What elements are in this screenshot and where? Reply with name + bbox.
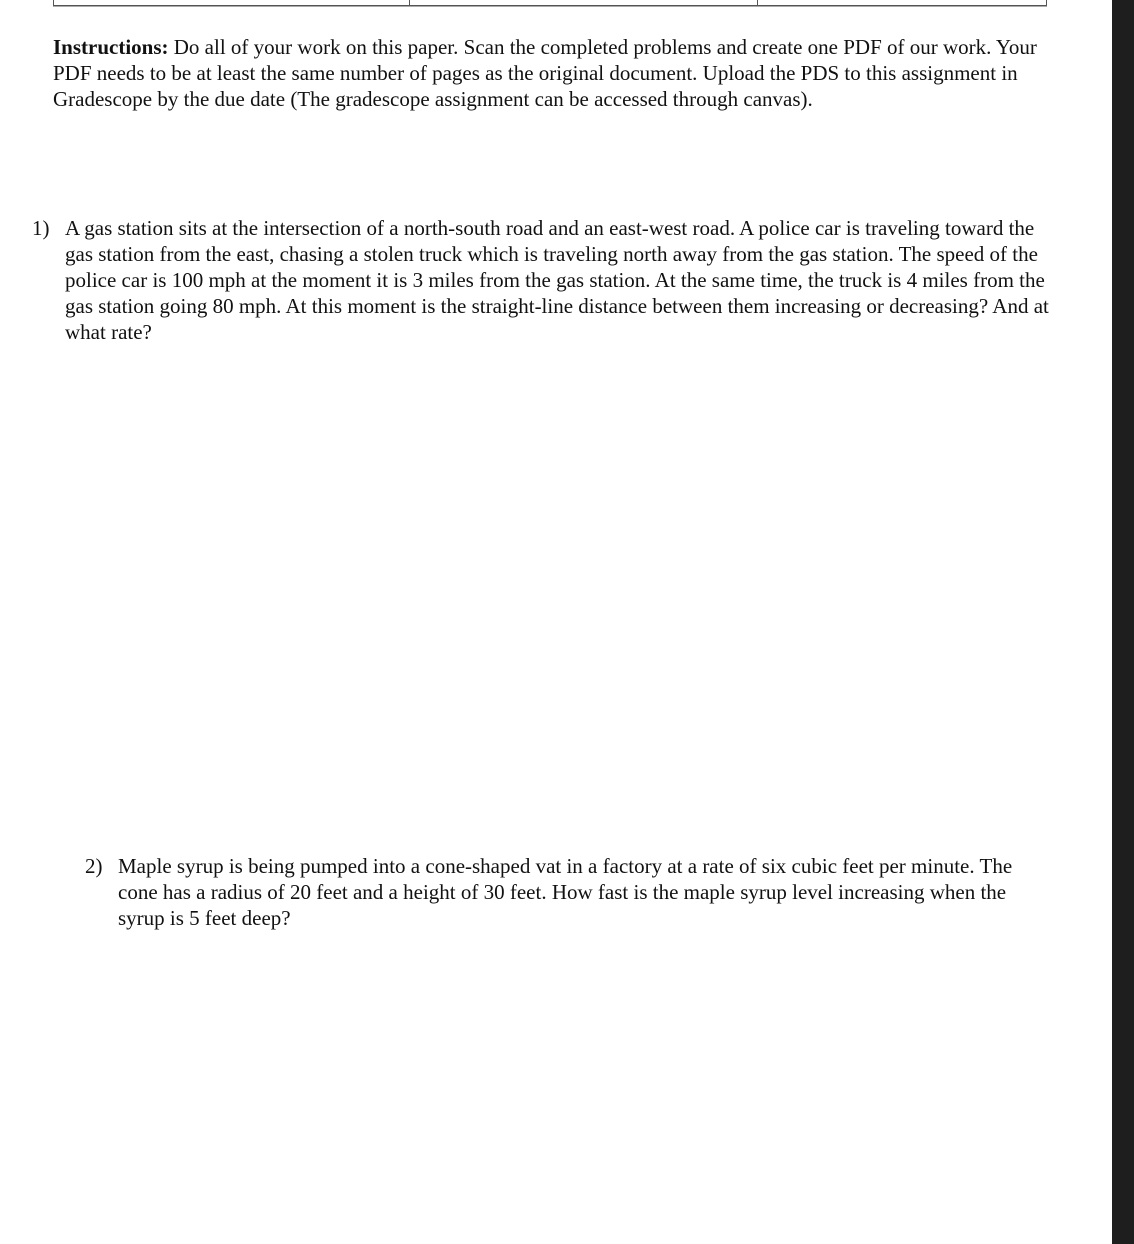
problem-number: 2) [85, 854, 103, 878]
table-divider [409, 0, 410, 5]
problem-text: Maple syrup is being pumped into a cone-shaped vat in a factory at a rate of six cubic feet per minute. The cone has a radius of 20 feet and a height of 30 feet. How fast is the maple syrup level increasing when the syrup is 5 feet deep? [118, 854, 1013, 930]
table-divider [757, 0, 758, 5]
problem-2 [85, 853, 1045, 931]
instructions-label: Instructions: [53, 35, 169, 59]
problem-number: 1) [32, 216, 50, 240]
problem-1 [32, 215, 1052, 345]
problem-text: A gas station sits at the intersection of a north-south road and an east-west road. A police car is traveling toward the gas station from the east, chasing a stolen truck which is traveling north away from the gas station. The speed of the police car is 100 mph at the moment it is 3 miles from the gas station. At the same time, the truck is 4 miles from the gas station going 80 mph. At this moment is the straight-line distance between them increasing or decreasing? And at what rate? [65, 216, 1049, 344]
scrollbar[interactable] [1112, 0, 1134, 1244]
header-table [53, 0, 1047, 6]
instructions-text: Do all of your work on this paper. Scan the completed problems and create one PDF of our work. Your PDF needs to be at least the same number of pages as the original document. Upload the PDS to this assignment in Gradescope by the due date (The gradescope assignment can be accessed through canvas). [53, 35, 1037, 111]
instructions [53, 34, 1053, 112]
